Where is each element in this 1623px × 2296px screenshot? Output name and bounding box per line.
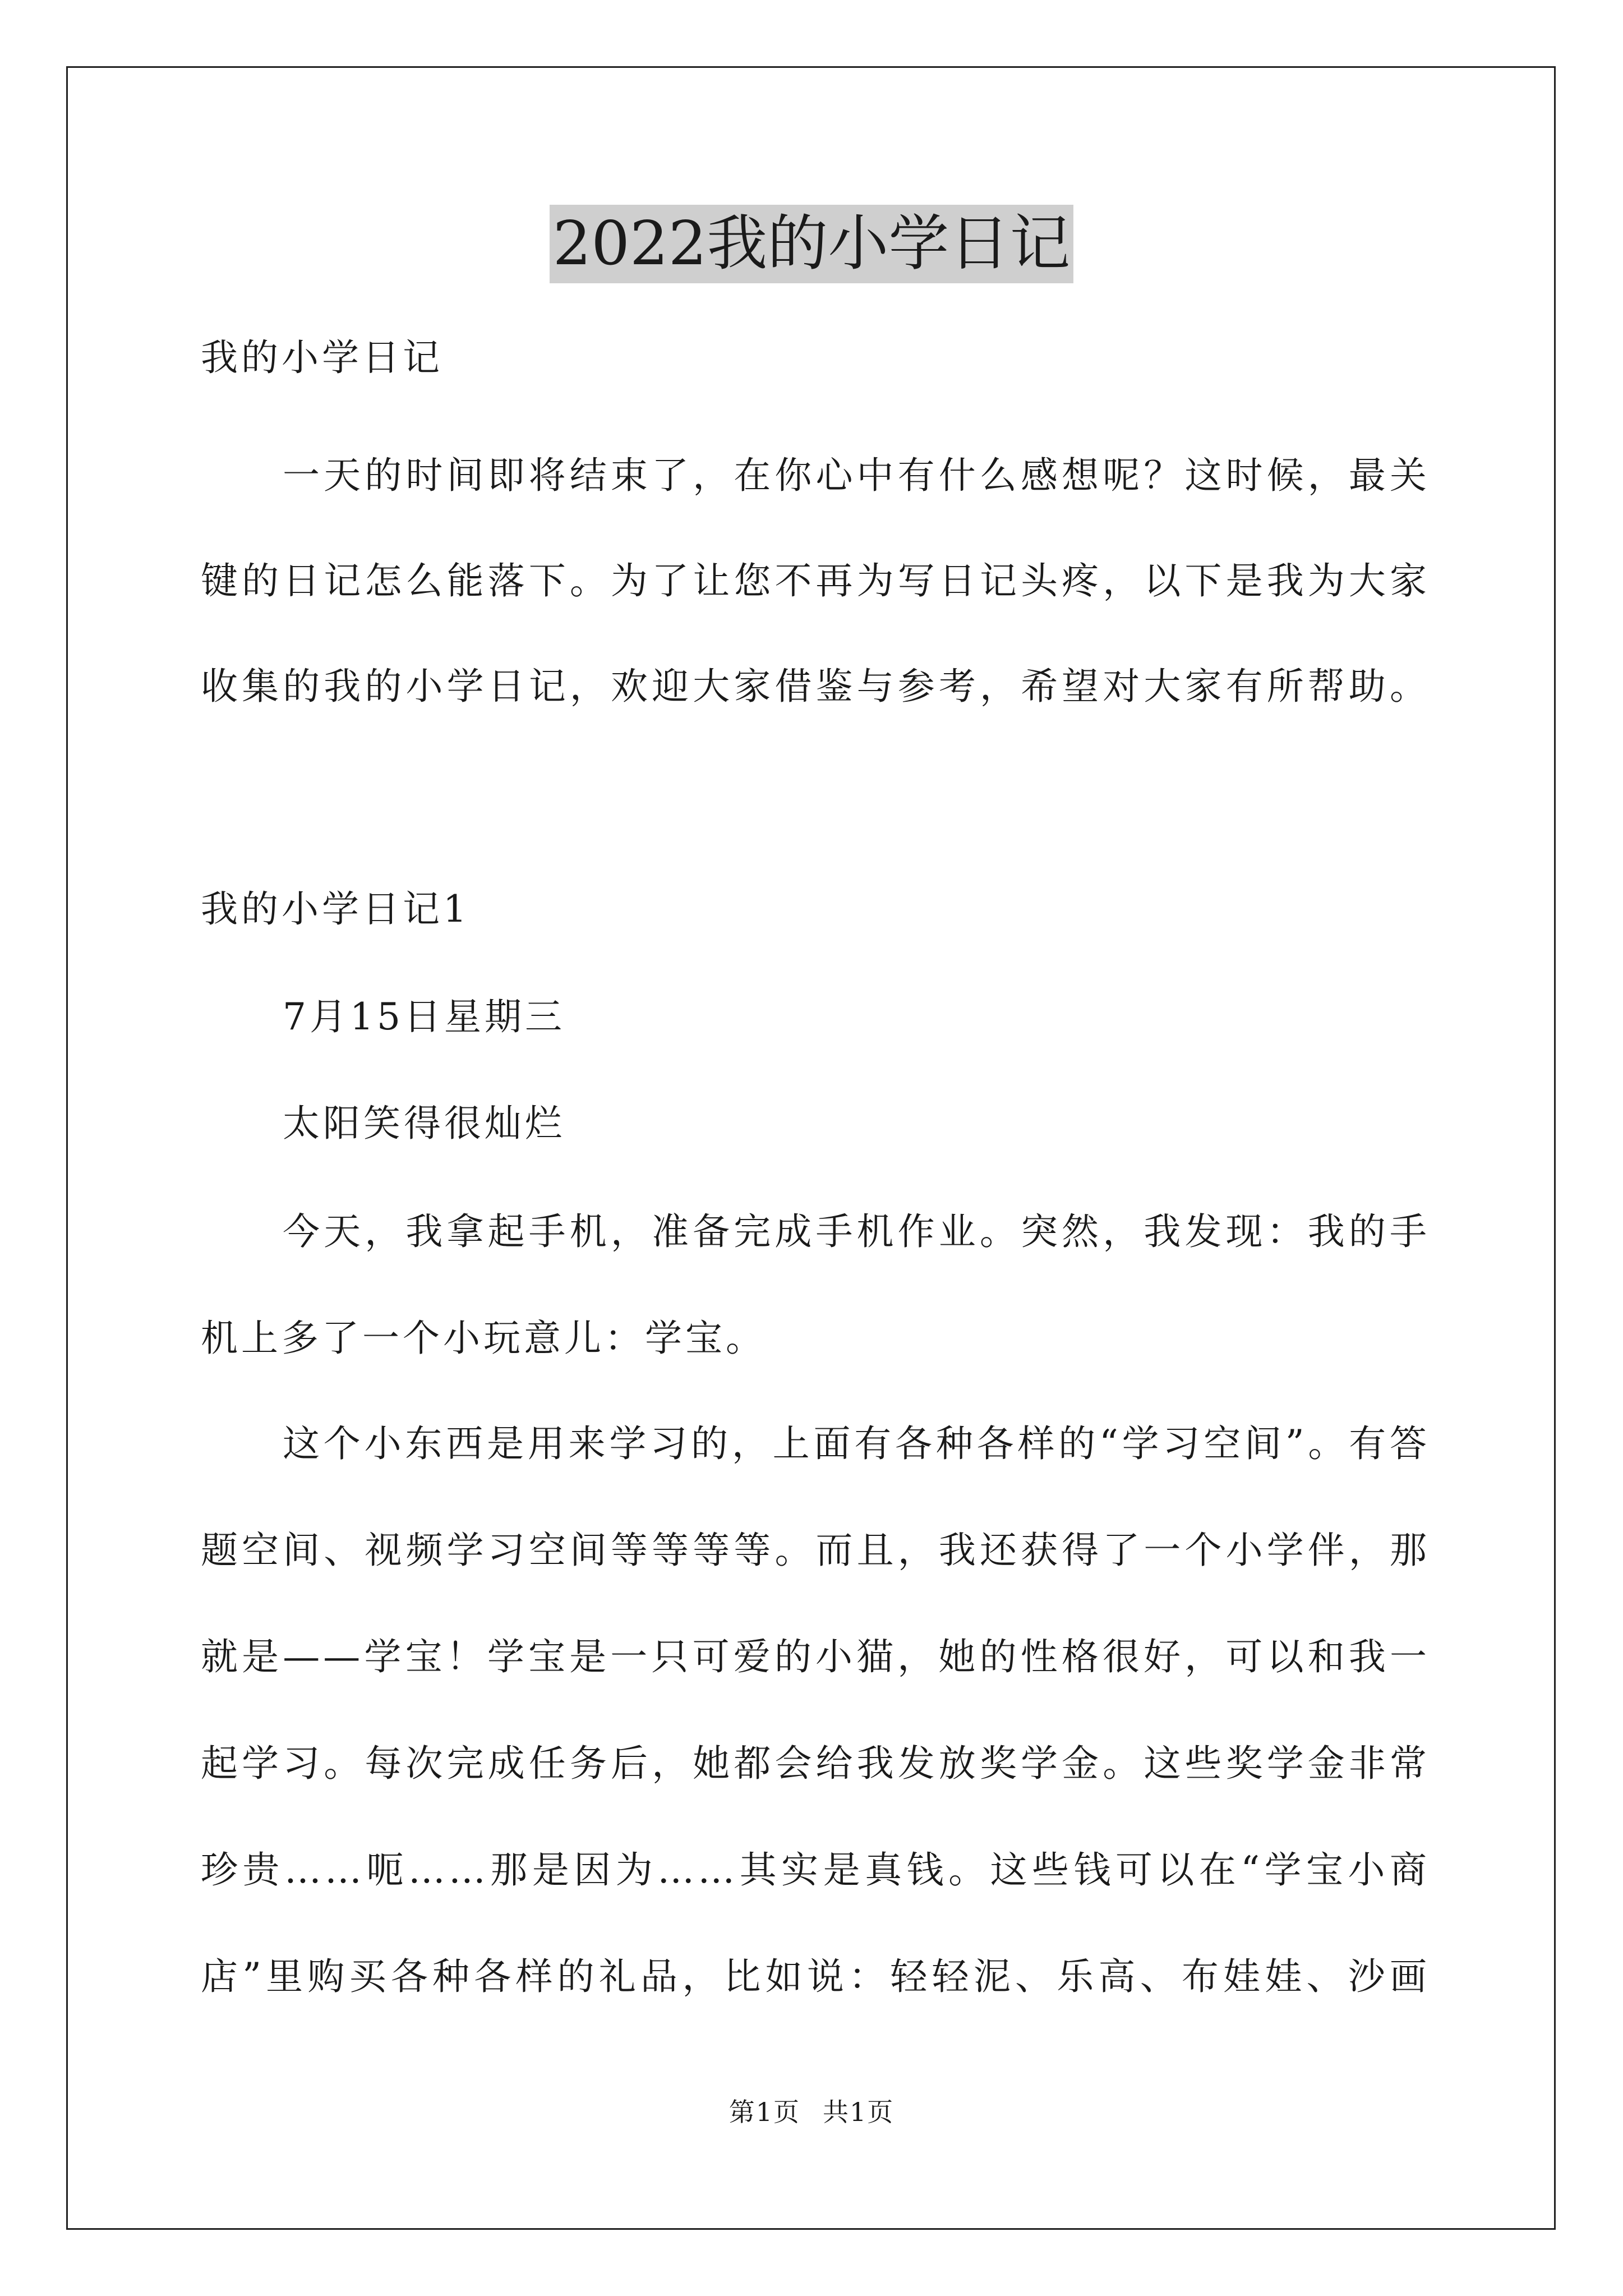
diary-date: 7月15日星期三: [283, 995, 565, 1038]
paragraph-line: 收集的我的小学日记，欢迎大家借鉴与参考，希望对大家有所帮助。: [201, 665, 1430, 708]
document-title: [0, 205, 1623, 283]
diary-weather: 太阳笑得很灿烂: [283, 1102, 565, 1145]
page-number-current: 第1页: [728, 2097, 800, 2127]
paragraph-line: 起学习。每次完成任务后，她都会给我发放奖学金。这些奖学金非常: [201, 1742, 1430, 1785]
paragraph-line: 键的日记怎么能落下。为了让您不再为写日记头疼，以下是我为大家: [201, 559, 1430, 602]
paragraph-line: 题空间、视频学习空间等等等等。而且，我还获得了一个小学伴，那: [201, 1529, 1430, 1572]
paragraph-line: 今天，我拿起手机，准备完成手机作业。突然，我发现：我的手: [283, 1210, 1430, 1253]
diary-heading: 我的小学日记1: [201, 887, 470, 931]
page-footer: [0, 2095, 1623, 2129]
paragraph-line: 店”里购买各种各样的礼品，比如说：轻轻泥、乐高、布娃娃、沙画: [201, 1955, 1430, 1998]
document-title-text: 2022我的小学日记: [550, 205, 1074, 283]
paragraph-line: 机上多了一个小玩意儿：学宝。: [201, 1317, 766, 1360]
paragraph-line: 这个小东西是用来学习的，上面有各种各样的“学习空间”。有答: [283, 1422, 1430, 1465]
page-number-total: 共1页: [823, 2097, 895, 2127]
paragraph-line: 就是——学宝！学宝是一只可爱的小猫，她的性格很好，可以和我一: [201, 1635, 1430, 1678]
paragraph-line: 珍贵……呃……那是因为……其实是真钱。这些钱可以在“学宝小商: [201, 1848, 1430, 1892]
section-heading: 我的小学日记: [201, 336, 443, 379]
paragraph-line: 一天的时间即将结束了，在你心中有什么感想呢？这时候，最关: [283, 454, 1430, 497]
